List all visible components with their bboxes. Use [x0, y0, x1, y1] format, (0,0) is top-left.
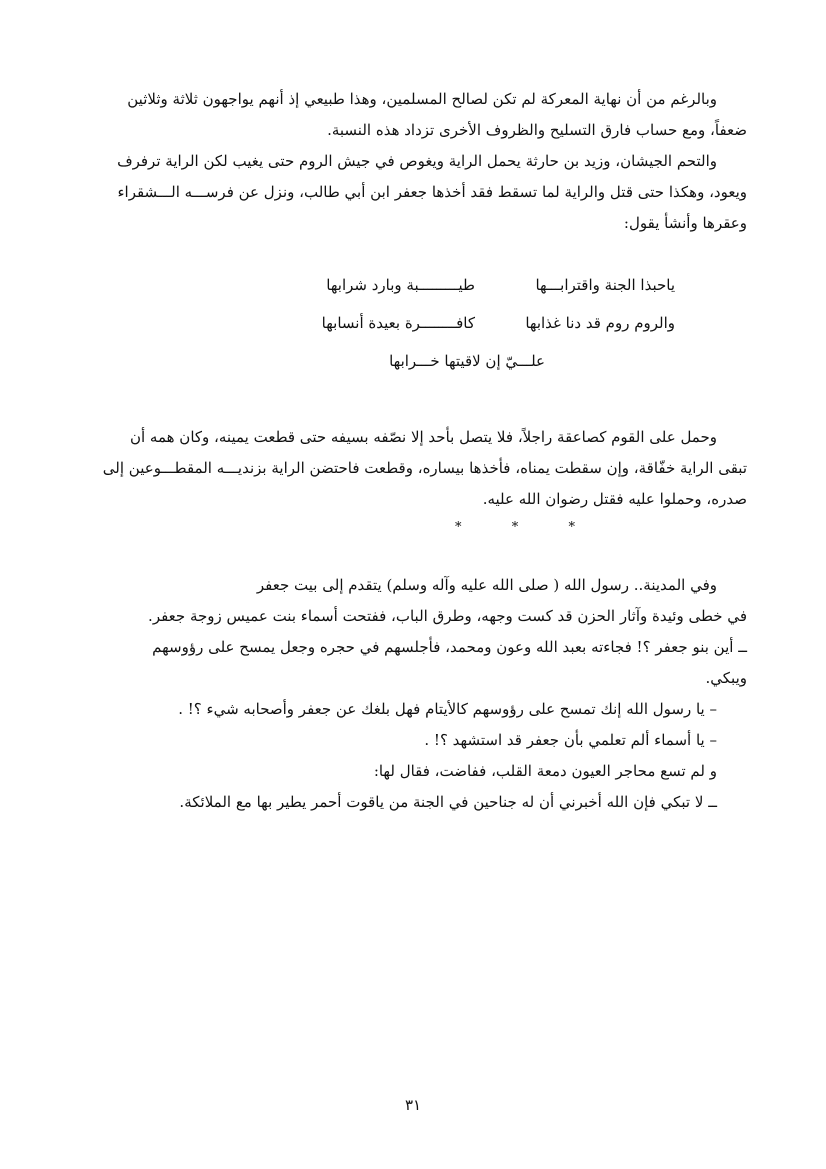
text-line: في خطى وئيدة وآثار الحزن قد كست وجهه، وطرق الباب، ففتحت أسماء بنت عميس زوجة جعفر. [148, 607, 747, 625]
page-number: ٣١ [404, 1096, 422, 1114]
text-line: ضعفاً، ومع حساب فارق التسليح والظروف الأخرى تزداد هذه النسبة. [327, 121, 747, 139]
text-line: وفي المدينة.. رسول الله ( صلى الله عليه وآله وسلم) يتقدم إلى بيت جعفر [256, 576, 717, 594]
text-line: ويبكي. [705, 669, 747, 687]
paragraph-jafar-charge [75, 422, 747, 515]
separator-star: * [511, 520, 519, 535]
text-line: – يا أسماء ألم تعلمي بأن جعفر قد استشهد ؟! . [424, 731, 717, 749]
paragraph-armies-clash [75, 146, 747, 239]
section-separator [455, 520, 575, 535]
text-line: صدره، وحملوا عليه فقتل رضوان الله عليه. [482, 490, 747, 508]
paragraph-medina [75, 570, 747, 818]
text-line: وبالرغم من أن نهاية المعركة لم تكن لصالح المسلمين، وهذا طبيعي إذ أنهم يواجهون ثلاثة وثلاثين [127, 90, 717, 108]
text-line: ــ أين بنو جعفر ؟! فجاءته بعبد الله وعون ومحمد، فأجلسهم في حجره وجعل يمسح على رؤوسهم [152, 638, 747, 656]
poem-verses [255, 270, 675, 370]
verse-2-second-half: كافــــــــرة بعيدة أنسابها [321, 314, 475, 332]
verse-1-second-half: طيـــــــــبة وبارد شرابها [326, 276, 475, 294]
text-line: ــ لا تبكي فإن الله أخبرني أن له جناحين في الجنة من ياقوت أحمر يطير بها مع الملائكة. [179, 793, 717, 811]
text-line: – يا رسول الله إنك تمسح على رؤوسهم كالأيتام فهل بلغك عن جعفر وأصحابه شيء ؟! . [178, 700, 717, 718]
verse-3: علـــيّ إن لاقيتها خـــرابها [389, 352, 545, 370]
text-line: تبقى الراية خفّاقة، وإن سقطت يمناه، فأخذها بيساره، وقطعت فاحتضن الراية بزنديـــه المقطـــوعين إلى [102, 459, 747, 477]
paragraph-battle-outcome [75, 84, 747, 146]
text-line: ويعود، وهكذا حتى قتل والراية لما تسقط فقد أخذها جعفر ابن أبي طالب، ونزل عن فرســـه الـــشقراء [117, 183, 747, 201]
text-line: و لم تسع محاجر العيون دمعة القلب، ففاضت، فقال لها: [373, 762, 717, 780]
separator-star: * [455, 520, 462, 535]
text-line: وعقرها وأنشأ يقول: [623, 214, 747, 232]
text-line: وحمل على القوم كصاعقة راجلاً، فلا يتصل بأحد إلا نصّفه بسيفه حتى قطعت يمينه، وكان همه أن [129, 428, 717, 446]
text-line: والتحم الجيشان، وزيد بن حارثة يحمل الراية ويغوص في جيش الروم حتى يغيب لكن الراية ترفرف [117, 152, 717, 170]
separator-star: * [568, 520, 575, 535]
verse-1-first-half: ياحبذا الجنة واقترابـــها [535, 276, 675, 294]
verse-2-first-half: والروم روم قد دنا غذابها [525, 314, 675, 332]
